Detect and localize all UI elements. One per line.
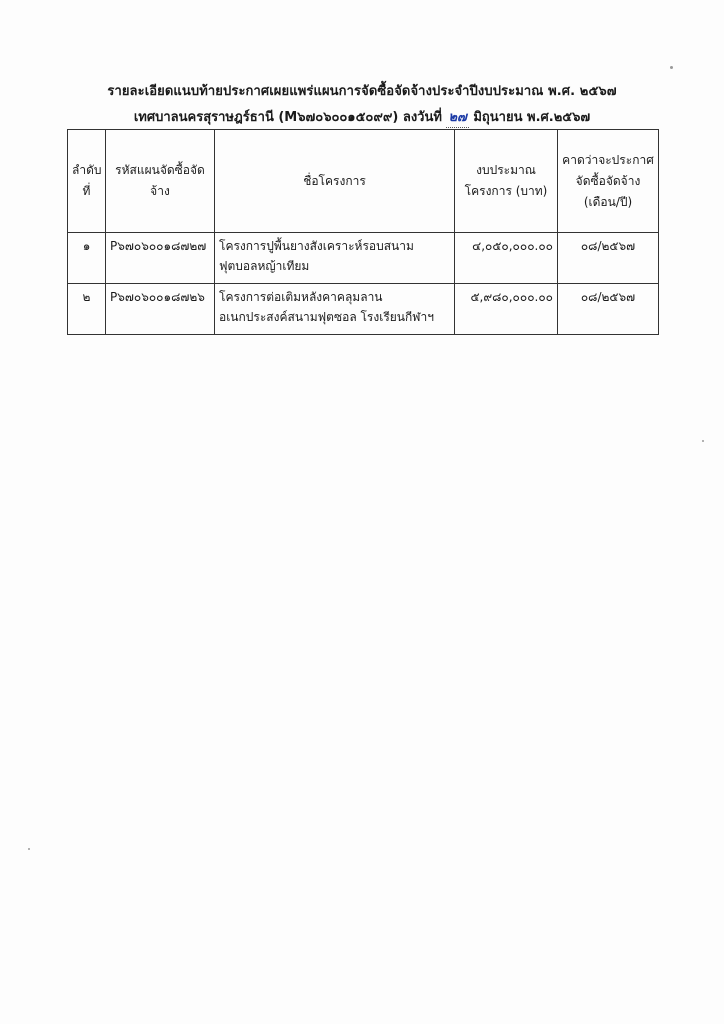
- cell-expected-date: ๐๘/๒๕๖๗: [558, 284, 659, 335]
- subtitle-handwritten-day: ๒๗: [446, 106, 468, 128]
- document-title: รายละเอียดแนบท้ายประกาศเผยแพร่แผนการจัดซื้อจัดจ้างประจำปีงบประมาณ พ.ศ. ๒๕๖๗: [107, 84, 617, 99]
- subtitle-prefix: เทศบาลนครสุราษฎร์ธานี (M๖๗๐๖๐๐๑๕๐๙๙) ลงวันที่: [133, 110, 442, 125]
- cell-code: P๖๗๐๖๐๐๑๘๗๒๖: [106, 284, 215, 335]
- cell-project-name: โครงการปูพื้นยางสังเคราะห์รอบสนามฟุตบอลหญ้าเทียม: [215, 233, 455, 284]
- cell-budget: ๕,๙๘๐,๐๐๐.๐๐: [455, 284, 558, 335]
- cell-no: ๑: [68, 233, 106, 284]
- scan-speck: [702, 440, 704, 442]
- cell-project-name: โครงการต่อเติมหลังคาคลุมลานอเนกประสงค์สนามฟุตซอล โรงเรียนกีฬาฯ: [215, 284, 455, 335]
- scan-speck: [670, 66, 673, 69]
- header-budget: งบประมาณโครงการ (บาท): [455, 130, 558, 233]
- cell-no: ๒: [68, 284, 106, 335]
- table-header-row: [68, 130, 659, 233]
- header-no: ลำดับที่: [68, 130, 106, 233]
- cell-code: P๖๗๐๖๐๐๑๘๗๒๗: [106, 233, 215, 284]
- procurement-plan-table: [67, 129, 659, 335]
- subtitle-suffix: มิถุนายน พ.ศ.๒๕๖๗: [473, 110, 591, 125]
- header-project-name: ชื่อโครงการ: [215, 130, 455, 233]
- header-expected-date: คาดว่าจะประกาศจัดซื้อจัดจ้าง (เดือน/ปี): [558, 130, 659, 233]
- table-row: [68, 233, 659, 284]
- cell-budget: ๔,๐๕๐,๐๐๐.๐๐: [455, 233, 558, 284]
- document-subtitle: [0, 106, 724, 128]
- scan-speck: [28, 848, 30, 850]
- header-code: รหัสแผนจัดซื้อจัดจ้าง: [106, 130, 215, 233]
- cell-expected-date: ๐๘/๒๕๖๗: [558, 233, 659, 284]
- table-row: [68, 284, 659, 335]
